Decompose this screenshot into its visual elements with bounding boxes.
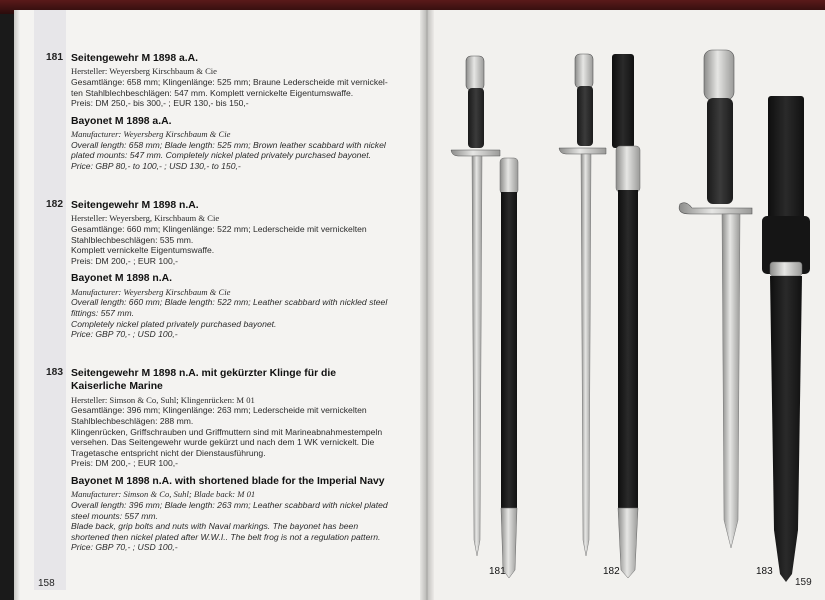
text-de: Gesamtlänge: 658 mm; Klingenlänge: 525 mm; Braune Lederscheide mit vernickel- [71, 77, 388, 87]
bayonet-181 [451, 56, 518, 578]
text-de: versehen. Das Seitengewehr wurde gekürzt und nach dem 1 WK vernickelt. Die [71, 437, 375, 448]
text-de: Klingenrücken, Griffschrauben und Griffmuttern sind mit Marineabnahmestempeln [71, 426, 383, 437]
pommel [466, 56, 484, 90]
price-de: Preis: DM 250,- bis 300,- ; EUR 130,- bis 150,- [71, 98, 249, 109]
entry-number: 182 [46, 199, 63, 210]
title-en: Bayonet M 1898 n.A. with shortened blade for the Imperial Navy [71, 475, 385, 487]
grip [707, 98, 733, 204]
price-de: Preis: DM 200,- ; EUR 100,- [71, 458, 178, 469]
text-de: Stahlblechbeschlägen: 288 mm. [71, 416, 194, 426]
title-de: Seitengewehr M 1898 a.A. [71, 53, 199, 64]
scabbard-throat [500, 158, 518, 194]
scabbard-chape [618, 508, 638, 578]
text-en: plated mounts: 547 mm. Completely nickel plated privately purchased bayonet. [71, 150, 371, 161]
blade [581, 154, 591, 556]
manufacturer-en: Manufacturer: Simson & Co, Suhl; Blade back: M 01 [71, 489, 256, 500]
blade [722, 214, 740, 548]
text-de: ten Stahlblechbeschlägen: 547 mm. Komplett vernickelte Eigentumswaffe. [71, 87, 354, 98]
manufacturer-de: Hersteller: Weyersberg, Kirschbaum & Cie [71, 213, 220, 224]
manufacturer-de: Hersteller: Weyersberg Kirschbaum & Cie [71, 66, 217, 77]
pommel [575, 54, 593, 88]
text-de: Gesamtlänge: 396 mm; Klingenlänge: 263 mm; Lederscheide mit vernickelten [71, 405, 367, 416]
scabbard-throat [770, 262, 802, 276]
text-de: Komplett vernickelte Eigentumswaffe. [71, 245, 215, 256]
price-en: Price: GBP 70,- ; USD 100,- [71, 542, 178, 553]
crossguard [679, 203, 752, 214]
manufacturer-de: Hersteller: Simson & Co, Suhl; Klingenrücken: M 01 [71, 394, 255, 405]
price-en: Price: GBP 80,- to 100,- ; USD 130,- to 150,- [71, 160, 241, 171]
price-de: Preis: DM 200,- ; EUR 100,- [71, 255, 178, 266]
entry-number: 181 [46, 52, 63, 63]
scabbard-throat [616, 146, 640, 192]
text-de: Stahlblechbeschlägen: 535 mm. [71, 234, 194, 245]
text-en: Completely nickel plated privately purchased bayonet. [71, 318, 277, 329]
text-en: Overall length: 396 mm; Blade length: 263 mm; Leather scabbard with nickel plated [71, 499, 388, 510]
scabbard-body [618, 190, 638, 510]
title-de: Seitengewehr M 1898 n.A. [71, 200, 199, 211]
crossguard [559, 148, 606, 154]
grip [468, 88, 484, 148]
manufacturer-en: Manufacturer: Weyersberg Kirschbaum & Cie [71, 286, 231, 297]
text-en: Overall length: 660 mm; Blade length: 522 mm; Leather scabbard with nickled steel [71, 297, 388, 308]
title-en: Bayonet M 1898 n.A. [71, 273, 173, 285]
text-en: steel mounts: 557 mm. [71, 510, 158, 521]
bayonet-183 [679, 50, 810, 582]
crossguard [451, 150, 500, 156]
figure-label-181: 181 [489, 566, 506, 577]
scabbard-body [770, 276, 802, 582]
frog [612, 54, 634, 148]
price-en: Price: GBP 70,- ; USD 100,- [71, 329, 178, 340]
blade [472, 156, 482, 556]
manufacturer-en: Manufacturer: Weyersberg Kirschbaum & Cie [71, 129, 231, 140]
bayonet-182 [559, 54, 640, 578]
text-de: Tragetasche entspricht nicht der Dienstausführung. [71, 447, 266, 458]
text-en: Blade back, grip bolts and nuts with Naval markings. The bayonet has been [71, 521, 359, 532]
title-en: Bayonet M 1898 a.A. [71, 115, 172, 127]
figure-label-182: 182 [603, 566, 620, 577]
grip [577, 86, 593, 146]
text-de: Gesamtlänge: 660 mm; Klingenlänge: 522 mm; Lederscheide mit vernickelten [71, 224, 367, 234]
frog [768, 96, 804, 220]
page-number-left: 158 [38, 578, 55, 589]
pommel [704, 50, 734, 100]
text-en: shortened then nickel plated after W.W.I.. The belt frog is not a regulation pattern. [71, 531, 381, 542]
title-de: Seitengewehr M 1898 n.A. mit gekürzter Klinge für die [71, 368, 337, 379]
title-de-line2: Kaiserliche Marine [71, 381, 163, 393]
text-en: fittings: 557 mm. [71, 307, 135, 318]
text-en: Overall length: 658 mm; Blade length: 525 mm; Brown leather scabbard with nickel [71, 139, 386, 150]
figure-label-183: 183 [756, 566, 773, 577]
scabbard-body [501, 192, 517, 510]
entry-number: 183 [46, 367, 63, 378]
page-number-right: 159 [795, 577, 812, 588]
